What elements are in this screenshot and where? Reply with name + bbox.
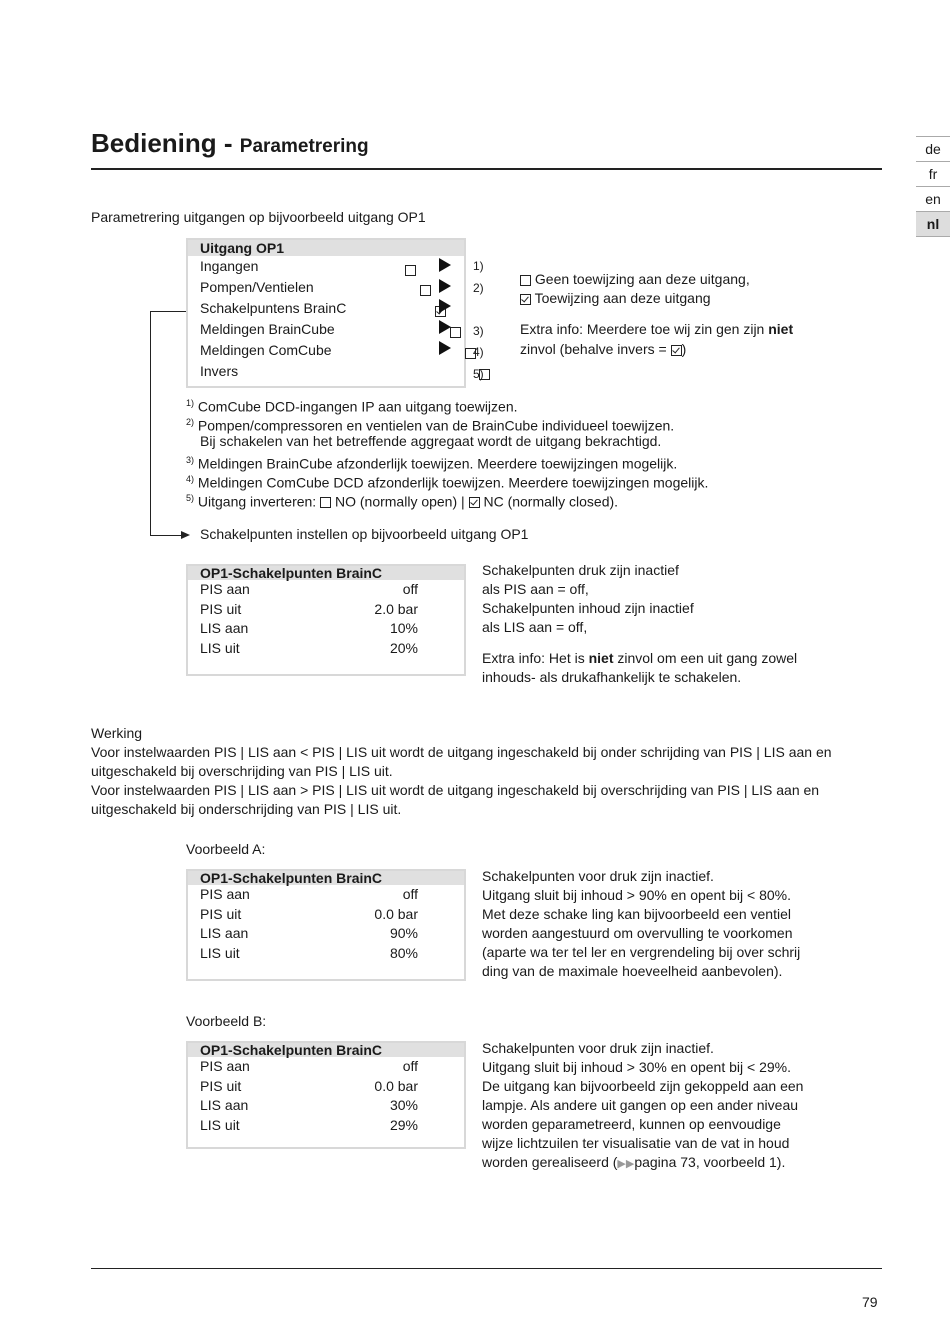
- table-header: OP1-Schakelpunten BrainC: [188, 1043, 464, 1057]
- legend-checked: [520, 289, 711, 308]
- marker-4: 4): [473, 345, 484, 359]
- row-value: 80%: [389, 944, 418, 961]
- table-row[interactable]: [188, 600, 464, 620]
- row-value: 2.0 bar: [374, 600, 418, 617]
- row-label: LIS aan: [200, 620, 249, 636]
- intro-text: Parametrering uitgangen op bijvoorbeeld uitgang OP1: [91, 209, 426, 225]
- row-value: 20%: [389, 639, 418, 656]
- table-header: OP1-Schakelpunten BrainC: [188, 566, 464, 580]
- example-b-notes: [482, 1039, 803, 1174]
- footer-rule: [91, 1268, 882, 1269]
- note-line: lampje. Als andere uit gangen op een ander niveau: [482, 1097, 799, 1113]
- table-row[interactable]: [188, 905, 464, 925]
- page-reference-icon: ▶▶: [617, 1158, 635, 1170]
- note-line: Met deze schake ling kan bijvoorbeeld een ventiel: [482, 906, 791, 922]
- setpoints-table: [186, 564, 466, 676]
- note-line: Schakelpunten voor druk zijn inactief.: [482, 868, 714, 884]
- werking-line: uitgeschakeld bij overschrijding van PIS | LIS uit.: [91, 763, 393, 779]
- lang-tab-de[interactable]: de: [916, 136, 950, 162]
- legend-extra-info: [520, 320, 793, 339]
- title-sub: Parametrering: [239, 136, 369, 157]
- arrow-right-icon[interactable]: [439, 258, 451, 272]
- marker-2: 2): [473, 281, 484, 295]
- checkbox-icon: [320, 497, 331, 508]
- legend-extra-bold: niet: [768, 321, 794, 337]
- title-separator: -: [216, 128, 240, 158]
- note-text: Extra info: Het is: [482, 650, 589, 666]
- table-row[interactable]: [188, 924, 464, 944]
- menu-item-meldingen-comcube[interactable]: [188, 340, 464, 361]
- menu-box: [186, 238, 466, 388]
- table-header: OP1-Schakelpunten BrainC: [188, 871, 464, 885]
- note-line: worden geparametreerd, kunnen op eenvoudige: [482, 1116, 781, 1132]
- lang-tab-nl[interactable]: nl: [916, 212, 950, 237]
- note-line: als PIS aan = off,: [482, 581, 589, 597]
- note-line: [482, 649, 797, 668]
- marker-3: 3): [473, 324, 484, 338]
- footnote-2-cont: Bij schakelen van het betreffende aggregaat wordt de uitgang bekrachtigd.: [200, 433, 662, 449]
- werking-line: Voor instelwaarden PIS | LIS aan < PIS | LIS uit wordt de uitgang ingeschakeld bij onder schrijding van PIS | LIS aan en: [91, 744, 832, 760]
- row-value: off: [402, 1058, 418, 1074]
- note-line: inhouds- als drukafhankelijk te schakelen.: [482, 669, 742, 685]
- menu-item-invers[interactable]: [188, 361, 464, 382]
- table-row[interactable]: [188, 885, 464, 905]
- footnote-text: Uitgang inverteren:: [197, 493, 321, 510]
- row-value: 0.0 bar: [374, 905, 418, 922]
- example-b-table: [186, 1041, 466, 1149]
- checkbox-icon[interactable]: [450, 327, 461, 338]
- arrow-right-icon[interactable]: [439, 320, 451, 334]
- footnote-4: $^{4)}$ Meldingen ComCube DCD afzonderlijk toewijzen. Meerdere toewijzingen mogelijk.: [186, 474, 709, 491]
- note-line: als LIS aan = off,: [482, 619, 588, 635]
- row-value: 10%: [389, 620, 418, 636]
- werking-line: Voor instelwaarden PIS | LIS aan > PIS | LIS uit wordt de uitgang ingeschakeld bij overschrijding van PIS | LIS aan en: [91, 782, 820, 798]
- note-line: Schakelpunten voor druk zijn inactief.: [482, 1040, 714, 1056]
- row-label: PIS uit: [200, 1077, 242, 1094]
- checkbox-icon[interactable]: [405, 265, 416, 276]
- footnote-text: NC (normally closed).: [479, 493, 619, 510]
- row-label: PIS aan: [200, 886, 250, 902]
- legend-unchecked-text: Geen toewijzing aan deze uitgang,: [534, 271, 750, 287]
- row-value: off: [402, 886, 418, 902]
- row-label: PIS uit: [200, 905, 242, 922]
- connector-line: [150, 535, 182, 536]
- row-label: LIS aan: [200, 925, 249, 941]
- note-text: worden gerealiseerd (: [482, 1154, 618, 1170]
- checkbox-icon[interactable]: [420, 285, 431, 296]
- footnote-5: $^{5)}$ Uitgang inverteren: NO (normally open) | NC (normally closed).: [186, 493, 619, 510]
- example-a-title: Voorbeeld A:: [186, 841, 266, 857]
- note-line: wijze lichtzuilen ter visualisatie van de vat in houd: [482, 1135, 790, 1151]
- row-label: PIS uit: [200, 600, 242, 617]
- footnote-3: $^{3)}$ Meldingen BrainCube afzonderlijk toewijzen. Meerdere toewijzingen mogelijk.: [186, 455, 678, 472]
- arrow-right-icon[interactable]: [439, 299, 451, 313]
- lang-tab-fr[interactable]: fr: [916, 162, 950, 187]
- table-row[interactable]: [188, 944, 464, 964]
- row-label: PIS aan: [200, 1058, 250, 1074]
- note-line: De uitgang kan bijvoorbeeld zijn gekoppeld aan een: [482, 1078, 804, 1094]
- menu-item-label: Invers: [200, 362, 239, 379]
- arrow-right-icon[interactable]: [439, 341, 451, 355]
- note-text: pagina 73, voorbeeld 1).: [634, 1154, 786, 1170]
- table-row[interactable]: [188, 1116, 464, 1136]
- note-line: [482, 1153, 803, 1174]
- table-row[interactable]: [188, 580, 464, 600]
- note-line: (aparte wa ter tel ler en vergrendeling bij over schrij: [482, 944, 801, 960]
- header-rule: [91, 168, 882, 170]
- row-label: LIS aan: [200, 1097, 249, 1113]
- table-row[interactable]: [188, 639, 464, 659]
- footnote-text: ComCube DCD-ingangen IP aan uitgang toewijzen.: [197, 398, 518, 415]
- row-value: 30%: [389, 1097, 418, 1113]
- row-label: LIS uit: [200, 944, 240, 961]
- row-value: 90%: [389, 925, 418, 941]
- table-row[interactable]: [188, 619, 464, 639]
- lang-tab-en[interactable]: en: [916, 187, 950, 212]
- table-row[interactable]: [188, 1096, 464, 1116]
- werking-section: [91, 724, 891, 819]
- note-line: Uitgang sluit bij inhoud > 30% en opent bij < 29%.: [482, 1059, 791, 1075]
- setpoints-intro: Schakelpunten instellen op bijvoorbeeld uitgang OP1: [200, 526, 529, 542]
- language-tabs: [916, 136, 950, 237]
- row-value: 0.0 bar: [374, 1077, 418, 1094]
- legend-extra-text: zinvol (behalve invers =: [520, 341, 671, 357]
- menu-item-meldingen-braincube[interactable]: [188, 319, 464, 340]
- row-label: LIS uit: [200, 639, 240, 656]
- werking-title: Werking: [91, 725, 143, 741]
- page-title: [91, 128, 369, 159]
- marker-5: 5): [473, 367, 484, 381]
- checkbox-checked-icon: [520, 294, 531, 305]
- footnote-2: $^{2)}$ Pompen/compressoren en ventielen van de BrainCube individueel toewijzen.: [186, 417, 675, 434]
- arrow-right-icon[interactable]: [439, 279, 451, 293]
- row-value: off: [402, 581, 418, 597]
- note-line: ding van de maximale hoeveelheid aanbevolen).: [482, 963, 783, 979]
- legend-extra-info-2: [520, 340, 686, 359]
- note-bold: niet: [588, 650, 614, 666]
- legend-unchecked: [520, 270, 750, 289]
- footnote-text: Meldingen BrainCube afzonderlijk toewijzen. Meerdere toewijzingen mogelijk.: [197, 455, 678, 472]
- menu-item-label: Meldingen ComCube: [200, 341, 332, 358]
- example-b-title: Voorbeeld B:: [186, 1013, 267, 1029]
- menu-item-label: Pompen/Ventielen: [200, 278, 314, 295]
- werking-line: uitgeschakeld bij onderschrijding van PIS | LIS uit.: [91, 801, 402, 817]
- checkbox-icon: [520, 275, 531, 286]
- connector-line: [150, 311, 186, 312]
- arrow-head-icon: [181, 531, 190, 539]
- page-number: 79: [862, 1294, 878, 1310]
- menu-item-label: Schakelpuntens BrainC: [200, 299, 347, 316]
- footnote-text: Meldingen ComCube DCD afzonderlijk toewijzen. Meerdere toewijzingen mogelijk.: [197, 474, 709, 491]
- checkbox-checked-icon: [671, 345, 682, 356]
- note-text: zinvol om een uit gang zowel: [613, 650, 798, 666]
- row-value: 29%: [389, 1116, 418, 1133]
- note-line: worden aangestuurd om overvulling te voorkomen: [482, 925, 793, 941]
- note-line: Uitgang sluit bij inhoud > 90% en opent bij < 80%.: [482, 887, 791, 903]
- footnote-text: NO (normally open) |: [331, 493, 469, 510]
- menu-item-label: Meldingen BrainCube: [200, 320, 335, 337]
- note-line: Schakelpunten druk zijn inactief: [482, 562, 679, 578]
- footnote-text: Pompen/compressoren en ventielen van de BrainCube individueel toewijzen.: [197, 417, 675, 434]
- footnote-1: $^{1)}$ ComCube DCD-ingangen IP aan uitgang toewijzen.: [186, 398, 518, 415]
- legend-extra-end: ): [681, 341, 687, 357]
- menu-item-schakelpunten[interactable]: [188, 298, 464, 319]
- legend-checked-text: Toewijzing aan deze uitgang: [534, 290, 711, 306]
- table-row[interactable]: [188, 1057, 464, 1077]
- marker-1: 1): [473, 259, 484, 273]
- example-a-table: [186, 869, 466, 981]
- checkbox-checked-icon: [469, 497, 480, 508]
- note-line: Schakelpunten inhoud zijn inactief: [482, 600, 694, 616]
- example-a-notes: [482, 867, 800, 981]
- legend-extra-text: Extra info: Meerdere toe wij zin gen zijn: [520, 321, 769, 337]
- connector-line: [150, 311, 151, 536]
- menu-item-label: Ingangen: [200, 258, 259, 274]
- menu-header: Uitgang OP1: [188, 240, 464, 256]
- main-notes: [482, 561, 797, 687]
- table-row[interactable]: [188, 1077, 464, 1097]
- menu-item-ingangen[interactable]: [188, 257, 464, 277]
- row-label: LIS uit: [200, 1116, 240, 1133]
- title-main: Bediening: [91, 128, 217, 158]
- row-label: PIS aan: [200, 581, 250, 597]
